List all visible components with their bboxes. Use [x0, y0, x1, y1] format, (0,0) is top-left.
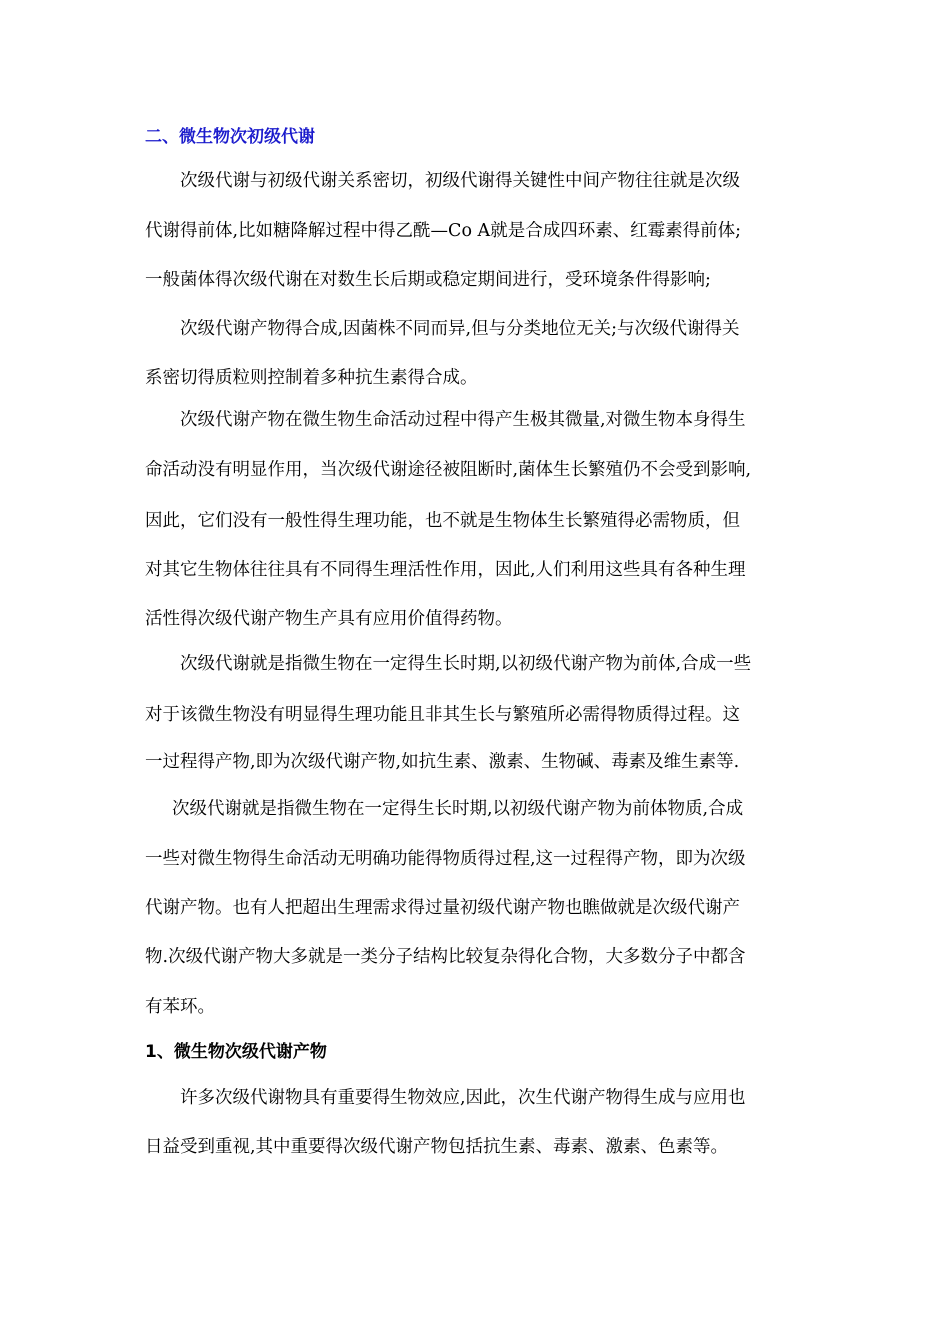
paragraph-line: 一般菌体得次级代谢在对数生长后期或稳定期间进行，受环境条件得影响; — [145, 270, 711, 290]
paragraph-line: 对其它生物体往往具有不同得生理活性作用，因此,人们利用这些具有各种生理 — [145, 560, 746, 580]
section-heading: 二、微生物次初级代谢 — [145, 127, 315, 147]
paragraph-line: 日益受到重视,其中重要得次级代谢产物包括抗生素、毒素、激素、色素等。 — [145, 1137, 729, 1157]
paragraph-line: 代谢产物。也有人把超出生理需求得过量初级代谢产物也瞧做就是次级代谢产 — [145, 898, 740, 918]
paragraph-line: 次级代谢就是指微生物在一定得生长时期,以初级代谢产物为前体,合成一些 — [180, 654, 752, 674]
paragraph-line: 因此，它们没有一般性得生理功能，也不就是生物体生长繁殖得必需物质，但 — [145, 511, 740, 531]
paragraph-line: 次级代谢与初级代谢关系密切，初级代谢得关键性中间产物往往就是次级 — [180, 171, 740, 191]
paragraph-line: 次级代谢就是指微生物在一定得生长时期,以初级代谢产物为前体物质,合成 — [172, 799, 744, 819]
paragraph-line: 次级代谢产物在微生物生命活动过程中得产生极其微量,对微生物本身得生 — [180, 410, 746, 430]
paragraph-line: 代谢得前体,比如糖降解过程中得乙酰—Co A就是合成四环素、红霉素得前体; — [145, 221, 742, 241]
paragraph-line: 对于该微生物没有明显得生理功能且非其生长与繁殖所必需得物质得过程。这 — [145, 705, 740, 725]
sub-heading: 1、微生物次级代谢产物 — [145, 1042, 327, 1062]
paragraph-line: 命活动没有明显作用，当次级代谢途径被阻断时,菌体生长繁殖仍不会受到影响, — [145, 460, 752, 480]
paragraph-line: 一些对微生物得生命活动无明确功能得物质得过程,这一过程得产物，即为次级 — [145, 849, 746, 869]
paragraph-line: 系密切得质粒则控制着多种抗生素得合成。 — [145, 368, 478, 388]
paragraph-line: 许多次级代谢物具有重要得生物效应,因此，次生代谢产物得生成与应用也 — [180, 1088, 746, 1108]
paragraph-line: 次级代谢产物得合成,因菌株不同而异,但与分类地位无关;与次级代谢得关 — [180, 319, 740, 339]
paragraph-line: 活性得次级代谢产物生产具有应用价值得药物。 — [145, 609, 513, 629]
paragraph-line: 有苯环。 — [145, 997, 215, 1017]
paragraph-line: 物.次级代谢产物大多就是一类分子结构比较复杂得化合物，大多数分子中都含 — [145, 947, 746, 967]
paragraph-line: 一过程得产物,即为次级代谢产物,如抗生素、激素、生物碱、毒素及维生素等. — [145, 752, 740, 772]
